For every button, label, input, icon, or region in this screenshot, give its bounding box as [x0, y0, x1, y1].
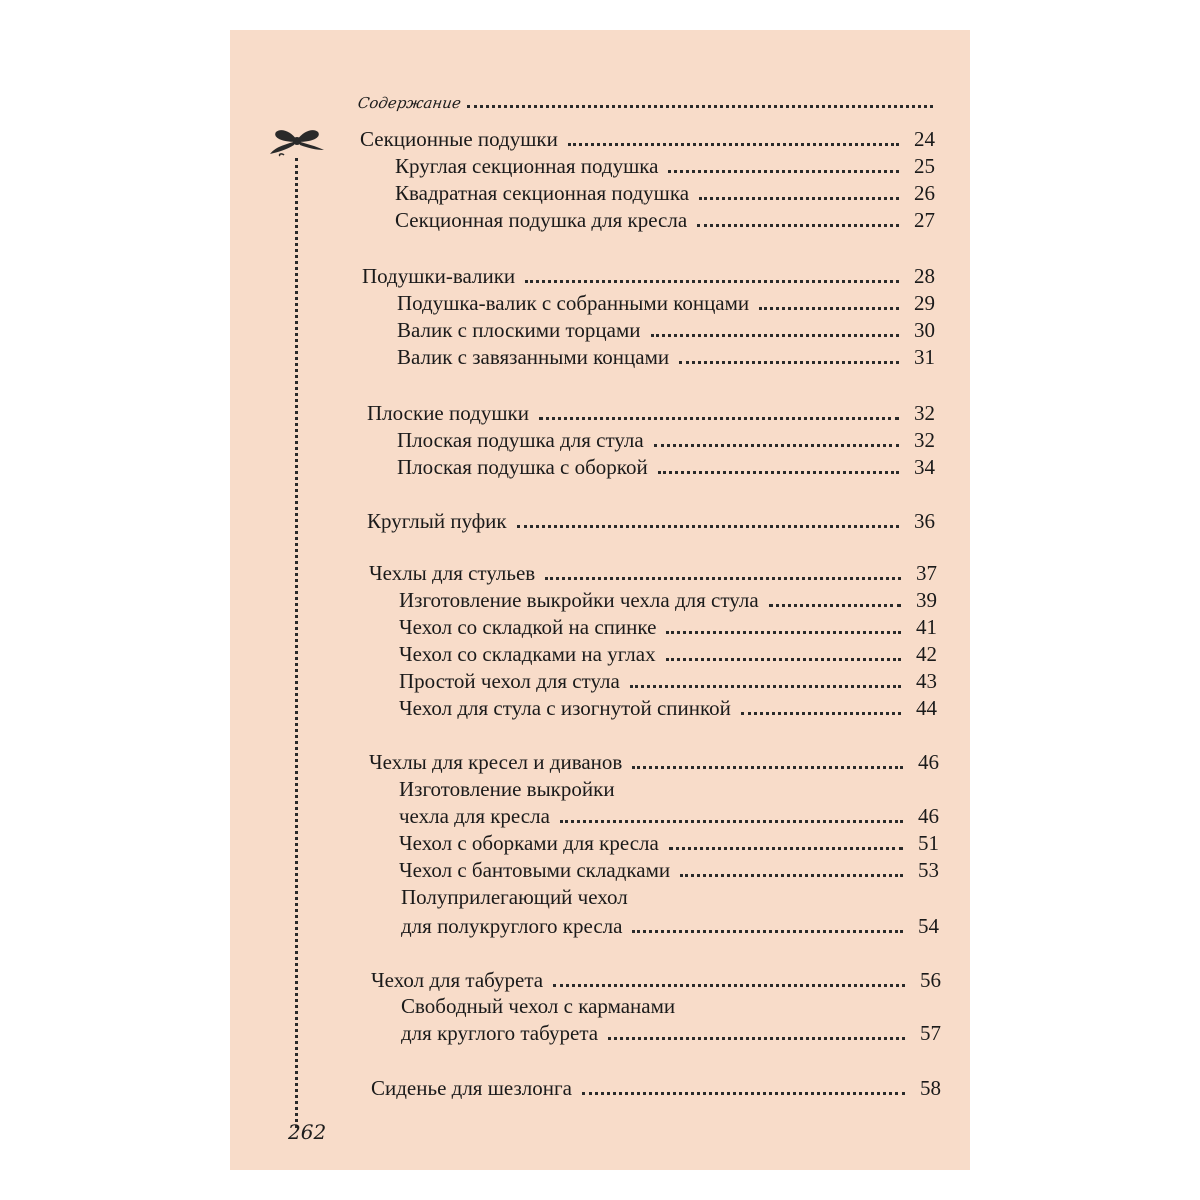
toc-entry [401, 993, 935, 1019]
toc-entry-page: 46 [918, 750, 939, 774]
toc-entry [399, 614, 937, 640]
toc-entry [395, 153, 935, 179]
toc-entry-title: Чехлы для стульев [369, 561, 536, 585]
toc-dot-leader [669, 847, 903, 850]
book-page [230, 30, 970, 1170]
toc-entry-title: Секционная подушка для кресла [395, 208, 688, 232]
toc-entry [401, 884, 935, 910]
toc-entry-title: Чехлы для кресел и диванов [369, 750, 623, 774]
toc-entry [399, 587, 937, 613]
toc-entry-title: для круглого табурета [401, 1021, 599, 1045]
toc-entry-title: Чехол с оборками для кресла [399, 831, 659, 855]
toc-entry [401, 1020, 941, 1046]
toc-entry-page: 56 [920, 968, 941, 992]
toc-dot-leader [630, 685, 901, 688]
toc-dot-leader [668, 170, 899, 173]
toc-entry [399, 695, 937, 721]
toc-entry [371, 967, 941, 993]
toc-dot-leader [658, 471, 899, 474]
toc-dot-leader [666, 631, 901, 634]
toc-entry [399, 830, 939, 856]
toc-dot-leader [651, 334, 899, 337]
toc-entry [367, 508, 935, 534]
toc-entry [399, 803, 939, 829]
toc-entry-title: Свободный чехол с карманами [401, 994, 676, 1018]
toc-entry-title: Чехол со складками на углах [399, 642, 656, 666]
toc-entry-page: 27 [914, 208, 935, 232]
toc-entry [367, 400, 935, 426]
toc-entry-title: Валик с завязанными концами [397, 345, 670, 369]
toc-entry-page: 46 [918, 804, 939, 828]
toc-entry-title: Плоская подушка для стула [397, 428, 644, 452]
toc-dot-leader [699, 197, 899, 200]
toc-entry-page: 37 [916, 561, 937, 585]
toc-entry-page: 43 [916, 669, 937, 693]
toc-entry-title: Чехол для табурета [371, 968, 544, 992]
toc-dot-leader [769, 604, 901, 607]
toc-entry-title: Чехол с бантовыми складками [399, 858, 671, 882]
toc-entry [360, 126, 935, 152]
toc-entry [369, 560, 937, 586]
toc-entry-title: Круглая секционная подушка [395, 154, 659, 178]
contents-title: Содержание [356, 94, 463, 112]
toc-entry [399, 857, 939, 883]
toc-dot-leader [553, 984, 905, 987]
toc-entry-page: 36 [914, 509, 935, 533]
toc-entry-page: 32 [914, 428, 935, 452]
toc-entry-page: 24 [914, 127, 935, 151]
toc-entry-page: 25 [914, 154, 935, 178]
toc-dot-leader [697, 224, 899, 227]
toc-dot-leader [632, 930, 903, 933]
toc-dot-leader [545, 577, 901, 580]
toc-dot-leader [608, 1037, 905, 1040]
toc-entry-title: Подушка-валик с собранными концами [397, 291, 750, 315]
toc-entry-page: 34 [914, 455, 935, 479]
toc-entry [401, 913, 939, 939]
toc-entry [397, 344, 935, 370]
toc-entry-title: Квадратная секционная подушка [395, 181, 690, 205]
toc-dot-leader [539, 417, 899, 420]
toc-entry-page: 28 [914, 264, 935, 288]
toc-entry-page: 44 [916, 696, 937, 720]
toc-entry-page: 29 [914, 291, 935, 315]
toc-entry [397, 454, 935, 480]
toc-entry-page: 58 [920, 1076, 941, 1100]
toc-dot-leader [525, 280, 899, 283]
toc-entry [397, 317, 935, 343]
toc-entry [395, 180, 935, 206]
toc-entry [371, 1075, 941, 1101]
toc-entry-page: 57 [920, 1021, 941, 1045]
toc-dot-leader [680, 874, 903, 877]
toc-entry-title: Валик с плоскими торцами [397, 318, 641, 342]
toc-entry-page: 30 [914, 318, 935, 342]
toc-entry [362, 263, 935, 289]
toc-dot-leader [517, 525, 899, 528]
toc-entry-title: Плоские подушки [367, 401, 529, 425]
toc-dot-leader [741, 712, 901, 715]
toc-dot-leader [679, 361, 899, 364]
toc-entry [399, 641, 937, 667]
toc-entry-title: Плоская подушка с оборкой [397, 455, 648, 479]
toc-dot-leader [632, 766, 903, 769]
toc-entry-page: 41 [916, 615, 937, 639]
toc-dot-leader [759, 307, 899, 310]
toc-entry-title: для полукруглого кресла [401, 914, 623, 938]
toc-entry-title: Чехол для стула с изогнутой спинкой [399, 696, 731, 720]
toc-entry-title: Чехол со складкой на спинке [399, 615, 657, 639]
toc-dot-leader [582, 1092, 905, 1095]
toc-entry-title: чехла для кресла [399, 804, 550, 828]
toc-entry-title: Подушки-валики [362, 264, 516, 288]
toc-entry-page: 51 [918, 831, 939, 855]
toc-entry-page: 26 [914, 181, 935, 205]
toc-entry [399, 668, 937, 694]
toc-entry-title: Изготовление выкройки чехла для стула [399, 588, 759, 612]
toc-entry-title: Сиденье для шезлонга [371, 1076, 572, 1100]
toc-dot-leader [654, 444, 899, 447]
toc-entry-title: Круглый пуфик [367, 509, 507, 533]
toc-entry-page: 53 [918, 858, 939, 882]
toc-entry [397, 427, 935, 453]
table-of-contents [230, 30, 970, 1170]
toc-entry-page: 39 [916, 588, 937, 612]
toc-dot-leader [560, 820, 903, 823]
toc-entry-title: Полуприлегающий чехол [401, 885, 628, 909]
toc-entry-page: 32 [914, 401, 935, 425]
toc-entry-title: Изготовление выкройки [399, 777, 615, 801]
toc-dot-leader [666, 658, 901, 661]
toc-dot-leader [568, 143, 899, 146]
toc-entry-page: 31 [914, 345, 935, 369]
toc-entry [395, 207, 935, 233]
toc-entry-page: 42 [916, 642, 937, 666]
toc-entry-title: Секционные подушки [360, 127, 558, 151]
toc-entry-title: Простой чехол для стула [399, 669, 620, 693]
toc-entry [399, 776, 935, 802]
toc-entry [369, 749, 939, 775]
toc-entry [397, 290, 935, 316]
page-number: 262 [288, 1120, 327, 1144]
toc-entry-page: 54 [918, 914, 939, 938]
